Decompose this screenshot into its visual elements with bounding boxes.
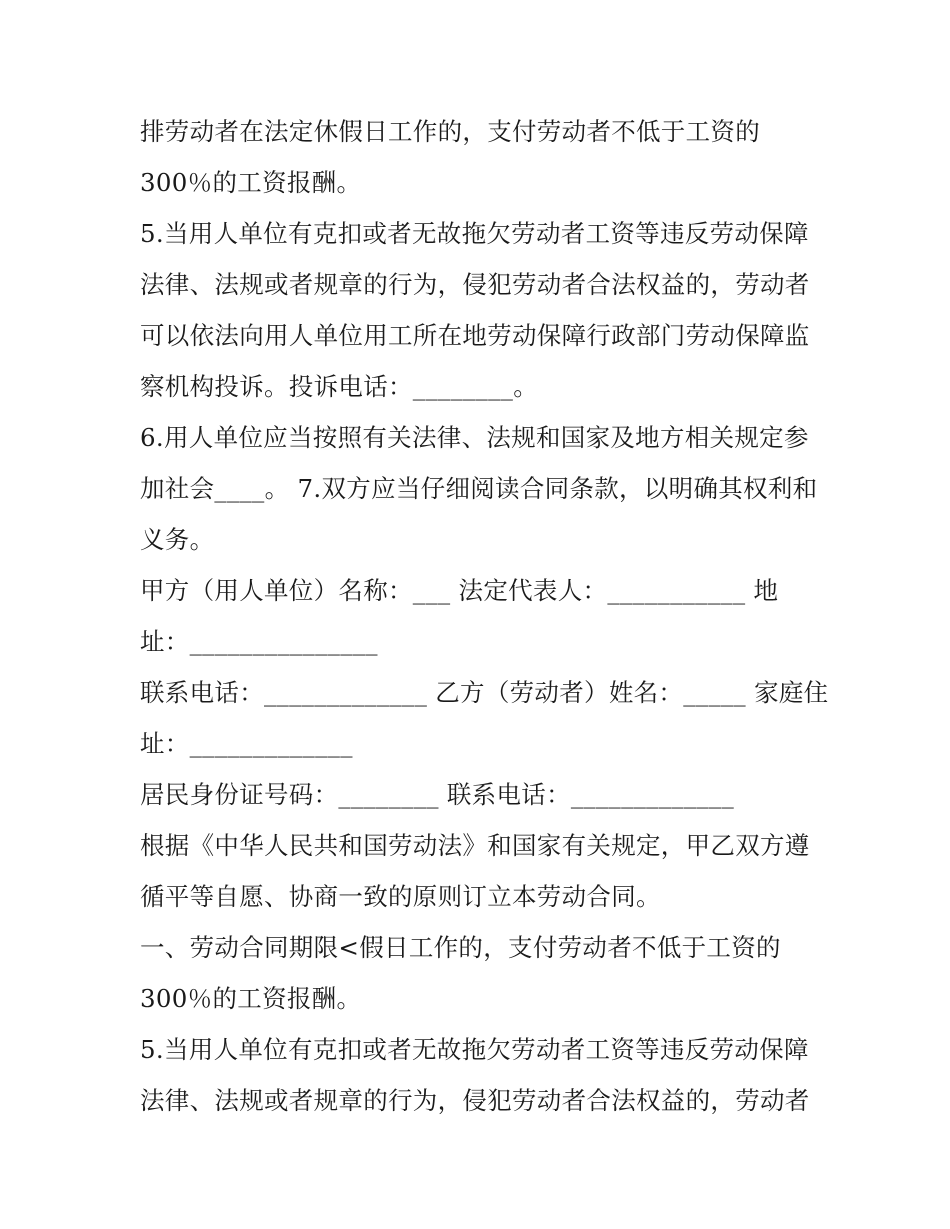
text-line: 察机构投诉。投诉电话：________。	[140, 372, 538, 401]
text-line: 一、劳动合同期限<假日工作的，支付劳动者不低于工资的	[140, 933, 781, 962]
text-line: 5.当用人单位有克扣或者无故拖欠劳动者工资等违反劳动保障	[140, 1035, 809, 1064]
text-line: 300％的工资报酬。	[140, 168, 362, 197]
text-line: 5.当用人单位有克扣或者无故拖欠劳动者工资等违反劳动保障	[140, 219, 809, 248]
text-line: 址：_______________	[140, 627, 378, 656]
text-line: 加社会____。 7.双方应当仔细阅读合同条款，以明确其权利和	[140, 474, 818, 503]
text-line: 联系电话：_____________ 乙方（劳动者）姓名：_____ 家庭住	[140, 678, 829, 707]
text-line: 法律、法规或者规章的行为，侵犯劳动者合法权益的，劳动者	[140, 270, 810, 299]
text-line: 循平等自愿、协商一致的原则订立本劳动合同。	[140, 882, 661, 911]
text-line: 可以依法向用人单位用工所在地劳动保障行政部门劳动保障监	[140, 321, 810, 350]
text-line: 法律、法规或者规章的行为，侵犯劳动者合法权益的，劳动者	[140, 1086, 810, 1115]
document-body	[140, 106, 829, 1126]
text-line: 排劳动者在法定休假日工作的，支付劳动者不低于工资的	[140, 117, 760, 146]
text-line: 6.用人单位应当按照有关法律、法规和国家及地方相关规定参	[140, 423, 809, 452]
text-line: 300％的工资报酬。	[140, 984, 362, 1013]
text-line: 甲方（用人单位）名称：___ 法定代表人：___________ 地	[140, 576, 779, 605]
text-line: 址：_____________	[140, 729, 353, 758]
text-line: 义务。	[140, 525, 215, 554]
text-line: 根据《中华人民共和国劳动法》和国家有关规定，甲乙双方遵	[140, 831, 810, 860]
text-line: 居民身份证号码：________ 联系电话：_____________	[140, 780, 735, 809]
